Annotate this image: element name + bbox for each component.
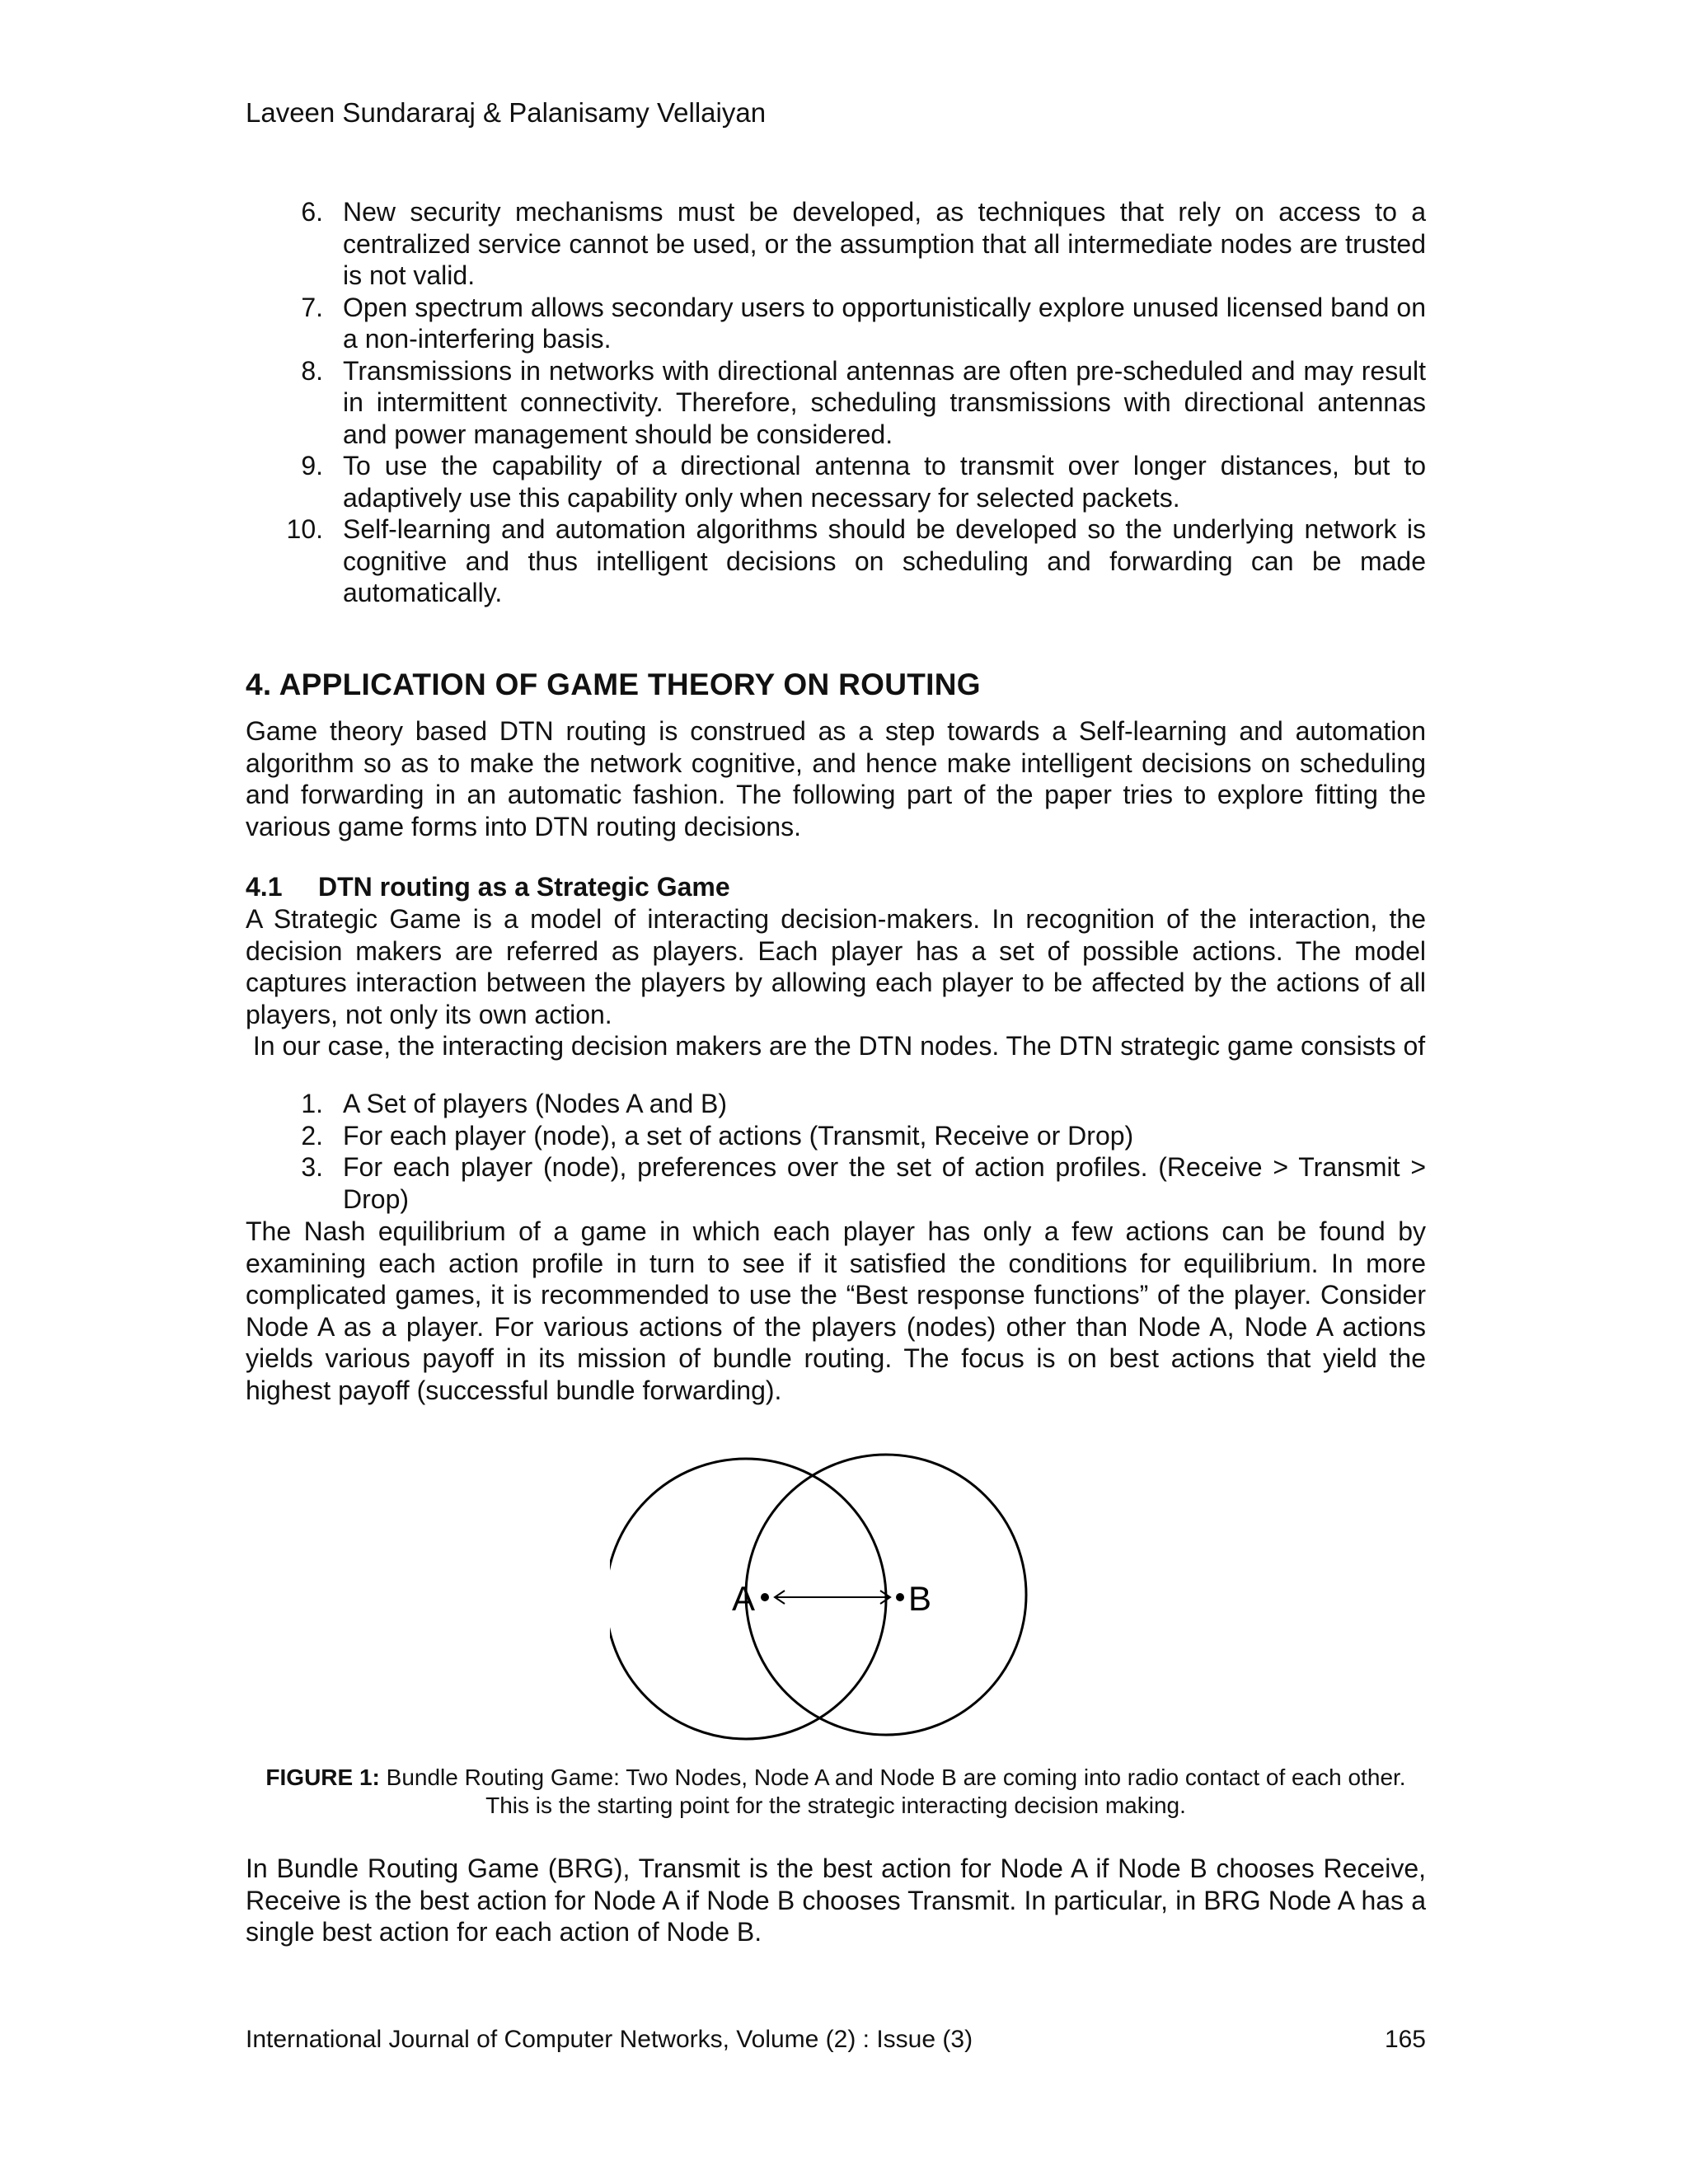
caption-text: Bundle Routing Game: Two Nodes, Node A and Node B are coming into radio contact of each other. This is the starting point for the strategic interacting decision making. <box>379 1765 1406 1818</box>
list-item <box>246 355 1426 451</box>
node-b-dot <box>896 1593 904 1601</box>
figure-caption <box>246 1764 1426 1820</box>
node-a-dot <box>761 1593 769 1601</box>
node-b-label: B <box>908 1579 932 1618</box>
journal-footer: International Journal of Computer Networks, Volume (2) : Issue (3) <box>246 2026 973 2053</box>
list-item <box>246 450 1426 513</box>
list-number: 1. <box>301 1089 323 1118</box>
subsection-title: DTN routing as a Strategic Game <box>318 872 730 902</box>
brg-paragraph: In Bundle Routing Game (BRG), Transmit is the best action for Node A if Node B chooses Receive, Receive is the best action for Node A if Node B chooses Transmit. In particular, in BRG Node A has a single best action for each action of Node B. <box>246 1854 1426 1947</box>
list-text: Self-learning and automation algorithms should be developed so the underlying network is cognitive and thus intelligent decisions on scheduling and forwarding can be made automatically. <box>343 514 1426 607</box>
game-components-list <box>246 1088 1426 1215</box>
list-number: 8. <box>301 355 323 386</box>
list-number: 9. <box>301 451 323 480</box>
list-text: For each player (node), a set of actions (Transmit, Receive or Drop) <box>343 1120 1134 1151</box>
node-a-label: A <box>732 1579 756 1618</box>
list-text: For each player (node), preferences over the set of action profiles. (Receive > Transmit > Drop) <box>343 1152 1426 1214</box>
list-item <box>246 196 1426 292</box>
strategic-game-paragraph <box>246 903 1426 1062</box>
list-item <box>246 513 1426 609</box>
list-number: 6. <box>301 197 323 227</box>
list-number: 2. <box>301 1120 323 1151</box>
section-heading: 4. APPLICATION OF GAME THEORY ON ROUTING <box>246 668 981 701</box>
caption-label: FIGURE 1: <box>265 1765 380 1790</box>
list-number: 10. <box>286 514 323 544</box>
list-text: Transmissions in networks with directional antennas are often pre-scheduled and may result in intermittent connectivity. Therefore, scheduling transmissions with directional antennas and power management should be considered. <box>343 355 1426 449</box>
figure-bundle-routing <box>610 1451 1055 1747</box>
nash-paragraph: The Nash equilibrium of a game in which each player has only a few actions can be found by examining each action profile in turn to see if it satisfied the conditions for equilibrium. In more complicated games, it is recommended to use the “Best response functions” of the player. Consider Node A as a player. For various actions of the players (nodes) other than Node A, Node A actions yields various payoff in its mission of bundle routing. The focus is on best actions that yield the highest payoff (successful bundle forwarding). <box>246 1216 1426 1405</box>
section-paragraph: Game theory based DTN routing is construed as a step towards a Self-learning and automation algorithm so as to make the network cognitive, and hence make intelligent decisions on scheduling and forwarding in an automatic fashion. The following part of the paper tries to explore fitting the various game forms into DTN routing decisions. <box>246 716 1426 841</box>
list-item <box>246 1151 1426 1215</box>
subsection-heading <box>246 872 730 902</box>
paragraph-text: In our case, the interacting decision makers are the DTN nodes. The DTN strategic game consists of <box>246 1031 1426 1061</box>
subsection-number: 4.1 <box>246 872 283 902</box>
list-text: To use the capability of a directional antenna to transmit over longer distances, but to adaptively use this capability only when necessary for selected packets. <box>343 451 1426 513</box>
venn-diagram <box>610 1451 1055 1747</box>
requirements-list <box>246 196 1426 609</box>
running-head: Laveen Sundararaj & Palanisamy Vellaiyan <box>246 97 767 128</box>
list-item <box>246 1088 1426 1120</box>
list-text: Open spectrum allows secondary users to opportunistically explore unused licensed band on a non-interfering basis. <box>343 292 1426 354</box>
list-text: New security mechanisms must be developed, as techniques that rely on access to a centralized service cannot be used, or the assumption that all intermediate nodes are trusted is not valid. <box>343 197 1426 290</box>
list-number: 7. <box>301 292 323 322</box>
list-text: A Set of players (Nodes A and B) <box>343 1089 728 1118</box>
list-item <box>246 1120 1426 1152</box>
paragraph-text: A Strategic Game is a model of interacting decision-makers. In recognition of the interaction, the decision makers are referred as players. Each player has a set of possible actions. The model captures interaction between the players by allowing each player to be affected by the actions of all players, not only its own action. <box>246 904 1426 1029</box>
list-item <box>246 292 1426 355</box>
page-number: 165 <box>1384 2026 1426 2053</box>
list-number: 3. <box>301 1152 323 1182</box>
